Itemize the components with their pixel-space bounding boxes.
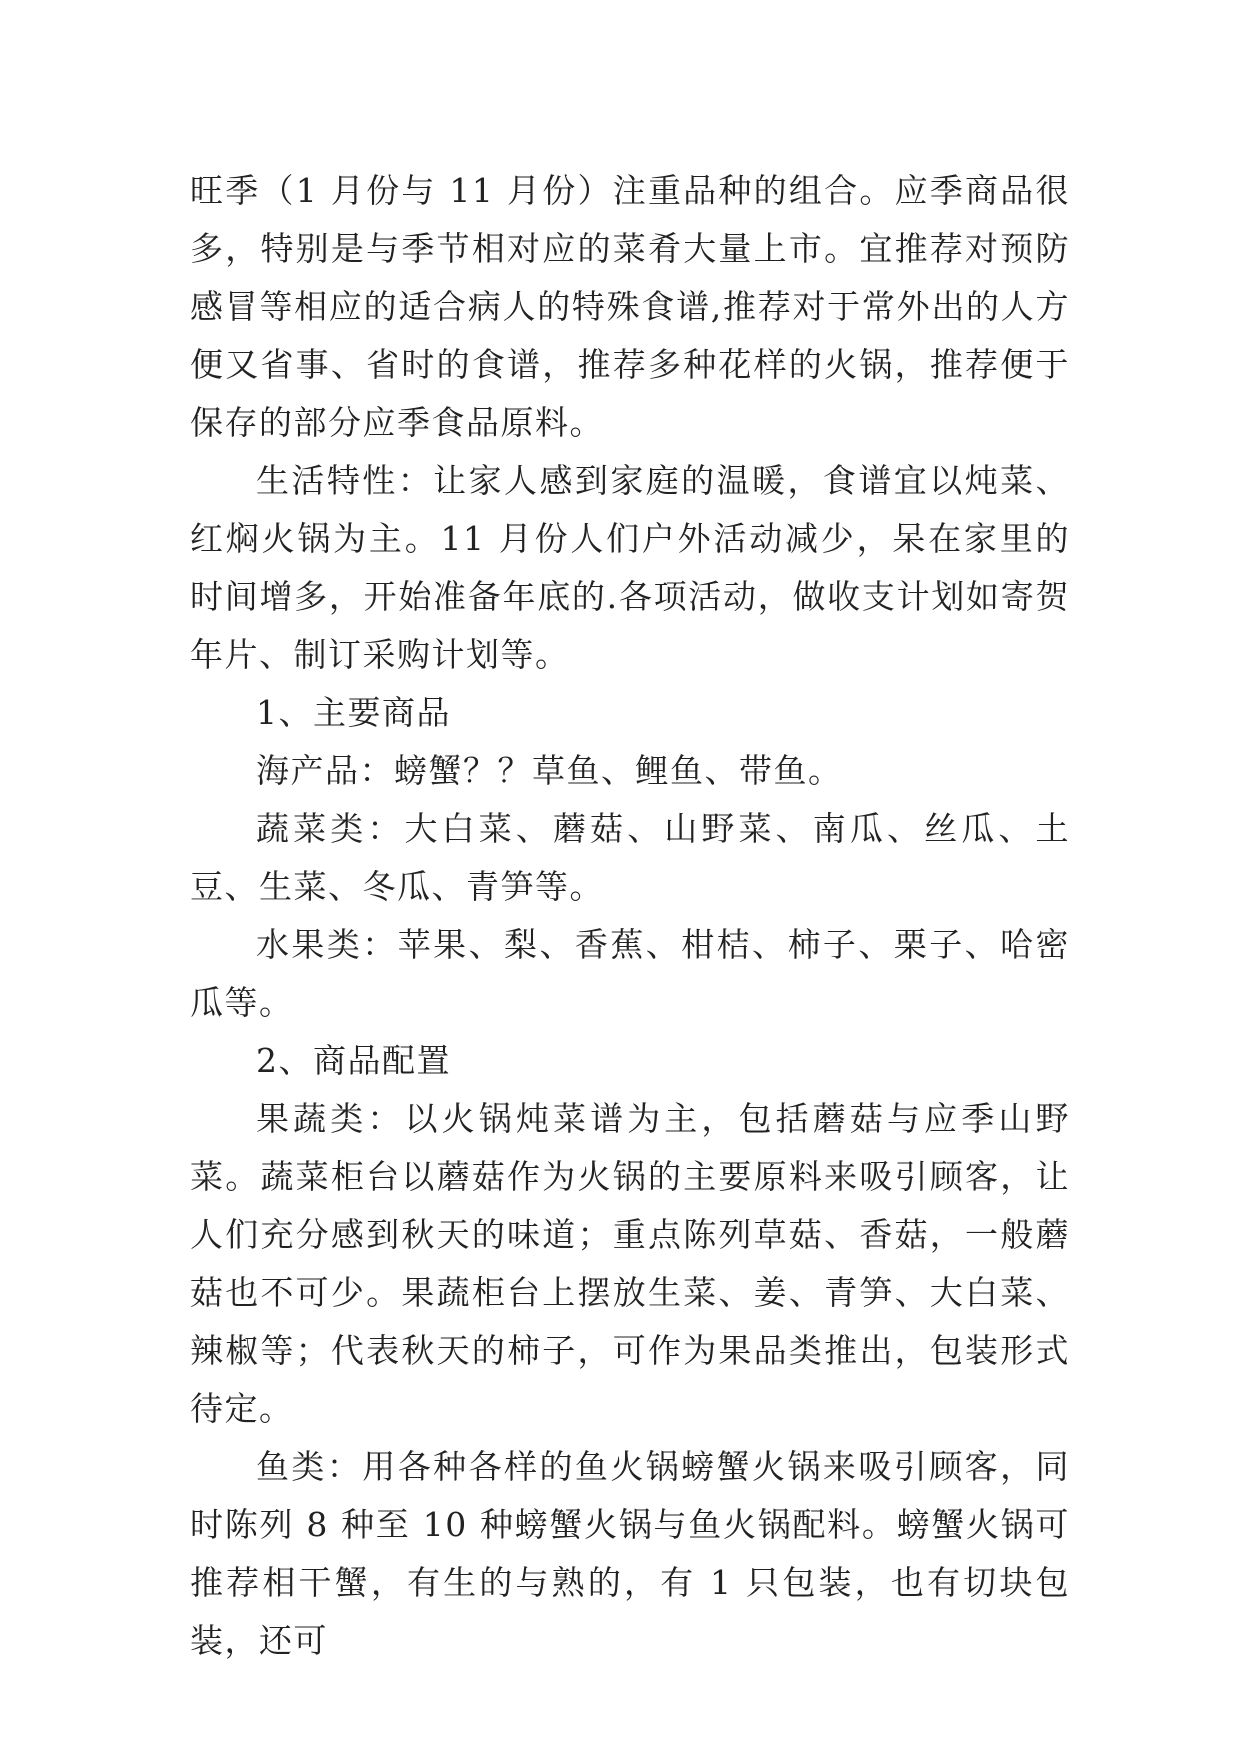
paragraph-fruit-vegetable-allocation: 果蔬类：以火锅炖菜谱为主，包括蘑菇与应季山野菜。蔬菜柜台以蘑菇作为火锅的主要原料来吸引顾客，让人们充分感到秋天的味道；重点陈列草菇、香菇，一般蘑菇也不可少。果蔬柜台上摆放生菜、姜、青笋、大白菜、辣椒等；代表秋天的柿子，可作为果品类推出，包装形式待定。 xyxy=(190,1099,1070,1428)
paragraph-fruits: 水果类：苹果、梨、香蕉、柑桔、柿子、栗子、哈密瓜等。 xyxy=(190,925,1070,1022)
paragraph-lifestyle: 生活特性：让家人感到家庭的温暖，食谱宜以炖菜、红焖火锅为主。11 月份人们户外活动减少，呆在家里的时间增多，开始准备年底的.各项活动，做收支计划如寄贺年片、制订采购计划等。 xyxy=(190,461,1070,674)
paragraph-seafood: 海产品：螃蟹？？草鱼、鲤鱼、带鱼。 xyxy=(256,751,843,790)
heading-main-products: 1、主要商品 xyxy=(256,693,451,732)
paragraph-vegetables: 蔬菜类：大白菜、蘑菇、山野菜、南瓜、丝瓜、土豆、生菜、冬瓜、青笋等。 xyxy=(190,809,1070,906)
paragraph-continuation: 旺季（1 月份与 11 月份）注重品种的组合。应季商品很多，特别是与季节相对应的菜肴大量上市。宜推荐对预防感冒等相应的适合病人的特殊食谱,推荐对于常外出的人方便又省事、省时的食谱，推荐多种花样的火锅，推荐便于保存的部分应季食品原料。 xyxy=(190,171,1070,442)
heading-product-allocation: 2、商品配置 xyxy=(256,1041,451,1080)
paragraph-fish-allocation: 鱼类：用各种各样的鱼火锅螃蟹火锅来吸引顾客，同时陈列 8 种至 10 种螃蟹火锅与鱼火锅配料。螃蟹火锅可推荐相干蟹，有生的与熟的，有 1 只包装，也有切块包装，还可 xyxy=(190,1447,1070,1660)
document-body xyxy=(190,162,1070,1670)
